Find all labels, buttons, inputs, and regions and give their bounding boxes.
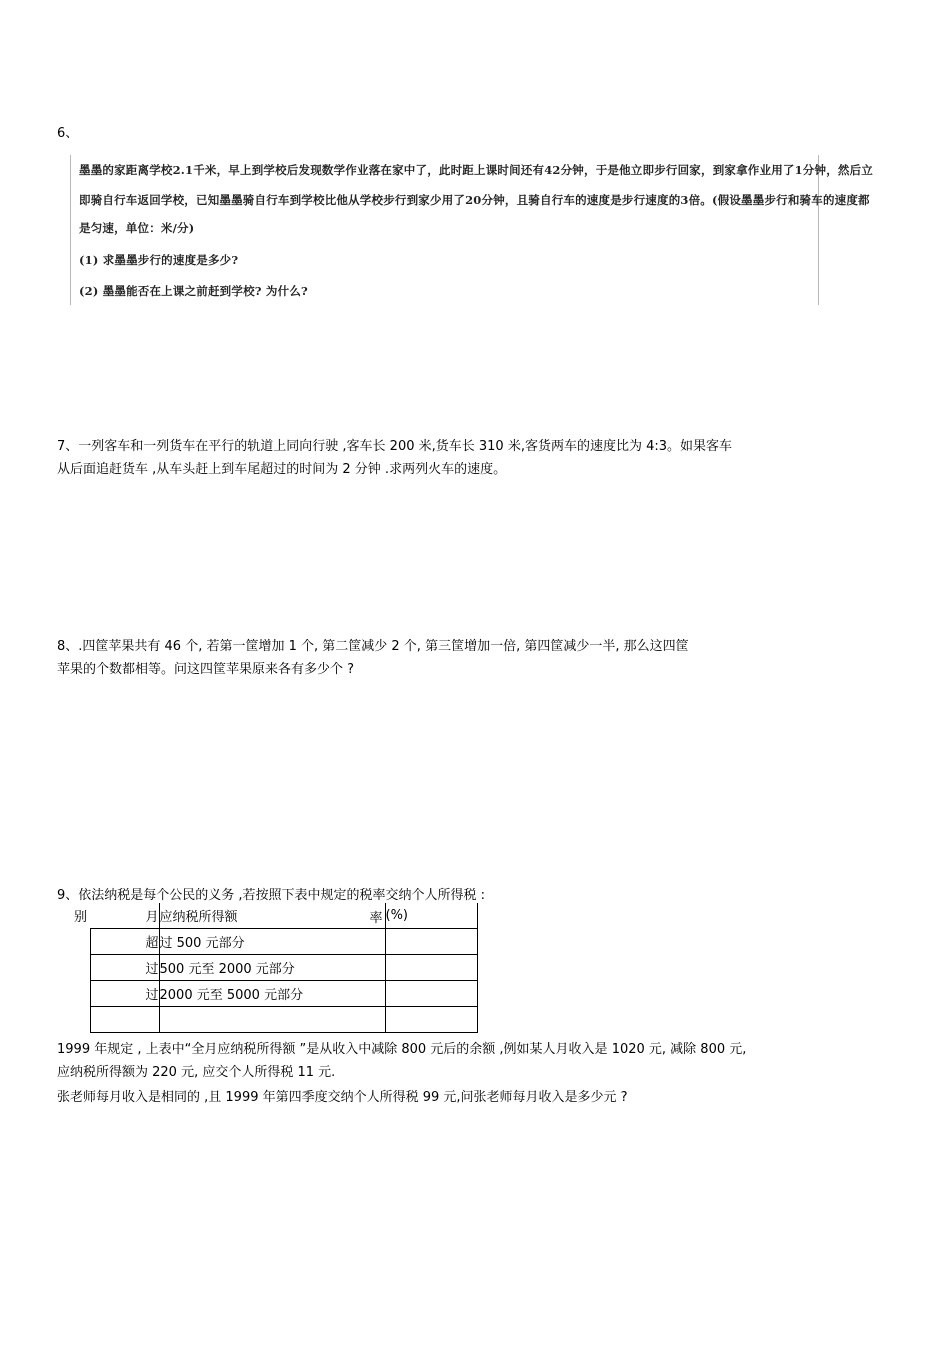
q6-line-1: 墨墨的家距离学校2.1千米，早上到学校后发现数学作业落在家中了，此时距上课时间还有42分钟，于是他立即步行回家，到家拿作业用了1分钟，然后立 <box>79 163 874 177</box>
row-prefix: 过 <box>145 988 159 1003</box>
table-row <box>91 929 478 955</box>
q9-para-1: 1999 年规定 , 上表中“全月应纳税所得额 ”是从收入中减除 800 元后的余额 ,例如某人月收入是 1020 元, 减除 800 元, <box>57 1042 747 1057</box>
q6-line-2: 即骑自行车返回学校，已知墨墨骑自行车到学校比他从学校步行到家少用了20分钟，且骑自行车的速度是步行速度的3倍。(假设墨墨步行和骑车的速度都 <box>79 193 870 207</box>
q6-line-4: (1) 求墨墨步行的速度是多少? <box>79 253 239 267</box>
table-label-bie: 别 <box>74 910 88 925</box>
header-income-cell <box>159 903 385 929</box>
q7-line-1: 7、一列客车和一列货车在平行的轨道上同向行驶 ,客车长 200 米,货车长 310 米,客货两车的速度比为 4:3。如果客车 <box>57 439 733 454</box>
table-row <box>91 981 478 1007</box>
header-rate-cell <box>385 903 477 929</box>
row-prefix: 过 <box>145 962 159 977</box>
q9-para-2: 应纳税所得额为 220 元, 应交个人所得税 11 元. <box>57 1065 336 1080</box>
rate-cell <box>385 929 477 955</box>
row-bracket: 2000 元至 5000 元部分 <box>159 988 304 1003</box>
table-row <box>91 1007 478 1033</box>
rate-cell <box>385 981 477 1007</box>
row-prefix: 超 <box>145 936 159 951</box>
row-bracket: 500 元至 2000 元部分 <box>159 962 295 977</box>
q6-line-5: (2) 墨墨能否在上课之前赶到学校? 为什么? <box>79 284 308 298</box>
header-yue: 月 <box>145 910 159 925</box>
rate-cell <box>385 955 477 981</box>
table-row <box>91 955 478 981</box>
q6-number: 6、 <box>57 126 79 141</box>
table-header-row <box>91 903 478 929</box>
q9-para-3: 张老师每月收入是相同的 ,且 1999 年第四季度交纳个人所得税 99 元,问张老师每月收入是多少元 ? <box>57 1090 628 1105</box>
tax-rate-table <box>90 903 478 1033</box>
header-rate: (%) <box>385 908 408 923</box>
q8-line-2: 苹果的个数都相等。问这四筐苹果原来各有多少个 ? <box>57 662 355 677</box>
header-income: 应纳税所得额 <box>159 910 238 925</box>
rate-cell <box>385 1007 477 1033</box>
q7-line-2: 从后面追赶货车 ,从车头赶上到车尾超过的时间为 2 分钟 .求两列火车的速度。 <box>57 462 507 477</box>
q6-line-3: 是匀速，单位：米/分) <box>79 221 195 235</box>
header-yue-cell <box>91 903 160 929</box>
header-lv: 率 <box>369 911 383 926</box>
q9-line-1: 9、依法纳税是每个公民的义务 ,若按照下表中规定的税率交纳个人所得税 : <box>57 888 486 903</box>
q8-line-1: 8、.四筐苹果共有 46 个, 若第一筐增加 1 个, 第二筐减少 2 个, 第三筐增加一倍, 第四筐减少一半, 那么这四筐 <box>57 639 689 654</box>
row-bracket: 过 500 元部分 <box>159 936 245 951</box>
q6-image-box <box>70 155 874 305</box>
